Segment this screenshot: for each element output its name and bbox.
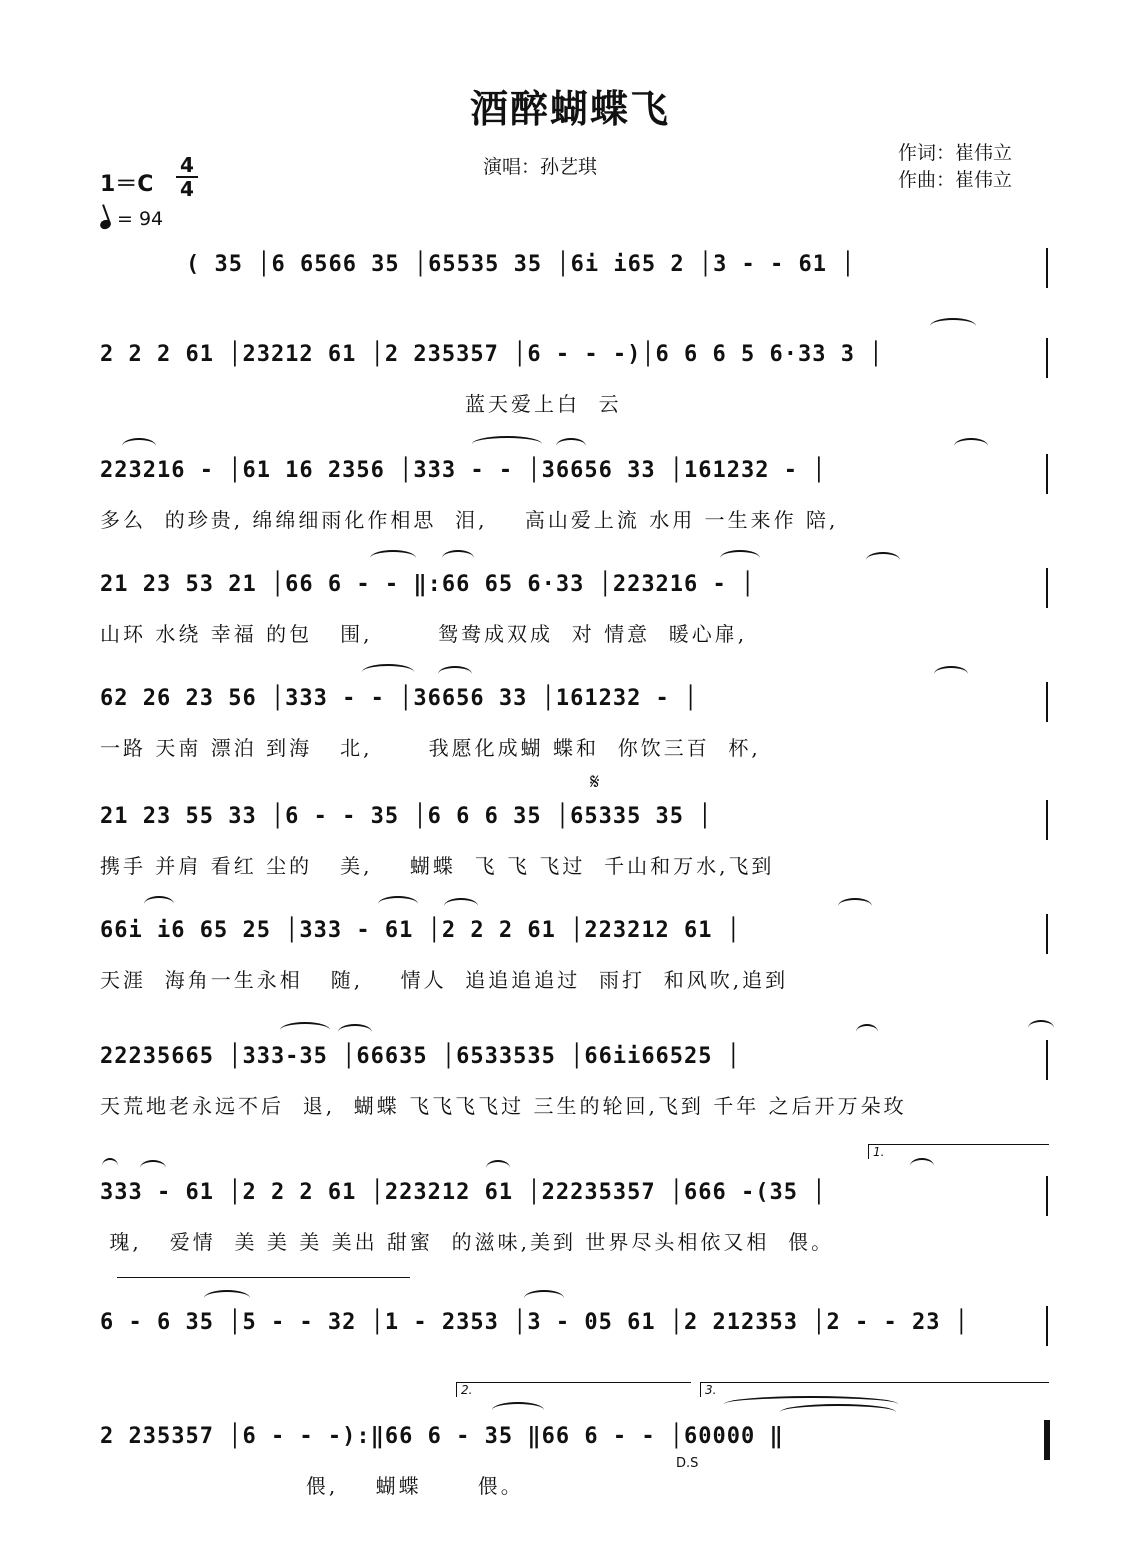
slur	[378, 896, 418, 912]
segno-icon: 𝄋	[590, 770, 600, 795]
barline	[1046, 682, 1048, 722]
lyrics-line-8: 天荒地老永远不后 退, 蝴蝶 飞飞飞飞过 三生的轮回,飞到 千年 之后开万朵玫	[100, 1094, 907, 1118]
score-line-7	[100, 918, 1060, 1008]
slur	[954, 438, 988, 454]
barline	[1046, 454, 1048, 494]
notes-line-4: 21 23 53 21 │66 6 - - ‖:66 65 6·33 │223216 - │	[100, 572, 756, 597]
lyrics-line-9: 瑰, 爱情 美 美 美 美出 甜蜜 的滋味,美到 世界尽头相依又相 偎。	[100, 1230, 835, 1254]
quarter-note-icon	[99, 218, 112, 230]
volta-2: 2.	[456, 1382, 691, 1397]
notes-line-10: 6 - 6 35 │5 - - 32 │1 - 2353 │3 - 05 61 │2 212353 │2 - - 23 │	[100, 1310, 969, 1335]
barline	[1046, 568, 1048, 608]
slur	[438, 666, 472, 682]
slur	[856, 1024, 878, 1040]
slur	[492, 1402, 544, 1418]
score-line-4	[100, 572, 1060, 662]
notes-line-2: 2 2 2 61 │23212 61 │2 235357 │6 - - -)│6 6 6 5 6·33 3 │	[100, 342, 884, 367]
slur	[122, 438, 156, 454]
barline	[1046, 800, 1048, 840]
time-signature	[176, 154, 198, 200]
score-line-11	[100, 1383, 1060, 1514]
slur	[1028, 1020, 1054, 1036]
slur	[720, 550, 760, 566]
barline	[1046, 914, 1048, 954]
slur	[204, 1290, 250, 1306]
slur	[370, 550, 416, 566]
slur	[280, 1022, 330, 1038]
lyrics-line-3: 多么 的珍贵, 绵绵细雨化作相思 泪, 高山爱上流 水用 一生来作 陪,	[100, 508, 839, 532]
slur	[102, 1158, 118, 1174]
slur	[486, 1160, 510, 1176]
volta-3: 3.	[700, 1382, 1049, 1397]
notes-line-9: 333 - 61 │2 2 2 61 │223212 61 │22235357 │666 -(35 │	[100, 1180, 827, 1205]
slur	[338, 1024, 372, 1040]
slur	[556, 438, 586, 454]
lyrics-line-6: 携手 并肩 看红 尘的 美, 蝴蝶 飞 飞 飞过 千山和万水,飞到	[100, 854, 775, 878]
lyrics-line-4: 山环 水绕 幸福 的包 围, 鸳鸯成双成 对 情意 暖心扉,	[100, 622, 748, 646]
divider	[117, 1277, 410, 1278]
slur	[472, 436, 542, 452]
notes-line-11: 2 235357 │6 - - -):‖66 6 - 35 ‖66 6 - - │60000 ‖	[100, 1424, 784, 1449]
barline	[1046, 1040, 1048, 1080]
tempo-value: = 94	[117, 208, 164, 230]
slur	[930, 318, 976, 334]
ds-marking: D.S	[676, 1456, 699, 1471]
slur	[442, 550, 474, 566]
notes-line-8: 22235665 │333-35 │66635 │6533535 │66ii66525 │	[100, 1044, 742, 1069]
notes-line-5: 62 26 23 56 │333 - - │36656 33 │161232 - │	[100, 686, 699, 711]
tempo-marking	[100, 208, 163, 230]
score-line-3	[100, 458, 1060, 548]
score-line-5	[100, 686, 1060, 776]
lyrics-line-5: 一路 天南 漂泊 到海 北, 我愿化成蝴 蝶和 你饮三百 杯,	[100, 736, 761, 760]
barline	[1046, 338, 1048, 378]
slur	[144, 896, 174, 912]
slur	[140, 1160, 166, 1176]
lyrics-line-2: 蓝天爱上白 云	[100, 392, 622, 416]
notes-line-1: ( 35 │6 6566 35 │65535 35 │6i i65 2 │3 - - 61 │	[186, 252, 856, 277]
key-signature: 1＝C	[100, 172, 154, 197]
barline	[1046, 1176, 1048, 1216]
slur	[444, 898, 478, 914]
barline	[1046, 1306, 1048, 1346]
score-line-6	[100, 804, 1060, 894]
score-line-9	[100, 1145, 1060, 1270]
score-line-1	[100, 252, 1060, 342]
lyrics-line-11: 偎, 蝴蝶 偎。	[100, 1474, 524, 1498]
volta-1: 1.	[868, 1144, 1049, 1159]
lyricist-credit: 作词：崔伟立	[898, 142, 1013, 164]
slur	[934, 666, 968, 682]
composer-credit: 作曲：崔伟立	[898, 169, 1013, 191]
notes-line-3: 223216 - │61 16 2356 │333 - - │36656 33 │161232 - │	[100, 458, 827, 483]
performer-credit: 演唱：孙艺琪	[483, 156, 598, 178]
slur	[362, 664, 414, 680]
slur	[866, 552, 900, 568]
slur	[910, 1158, 934, 1174]
slur	[838, 898, 872, 914]
song-title: 酒醉蝴蝶飞	[469, 86, 670, 131]
notes-line-6: 21 23 55 33 │6 - - 35 │6 6 6 35 │65335 35 │	[100, 804, 713, 829]
time-signature-top: 4	[180, 153, 194, 177]
score-line-2	[100, 342, 1060, 432]
final-barline	[1044, 1420, 1050, 1460]
notes-line-7: 66i i6 65 25 │333 - 61 │2 2 2 61 │223212 61 │	[100, 918, 742, 943]
time-signature-bottom: 4	[180, 177, 194, 201]
barline	[1046, 248, 1048, 288]
slur	[524, 1290, 564, 1306]
lyrics-line-7: 天涯 海角一生永相 随, 情人 追追追追过 雨打 和风吹,追到	[100, 968, 789, 992]
slur	[780, 1404, 896, 1420]
score-line-8	[100, 1044, 1060, 1134]
